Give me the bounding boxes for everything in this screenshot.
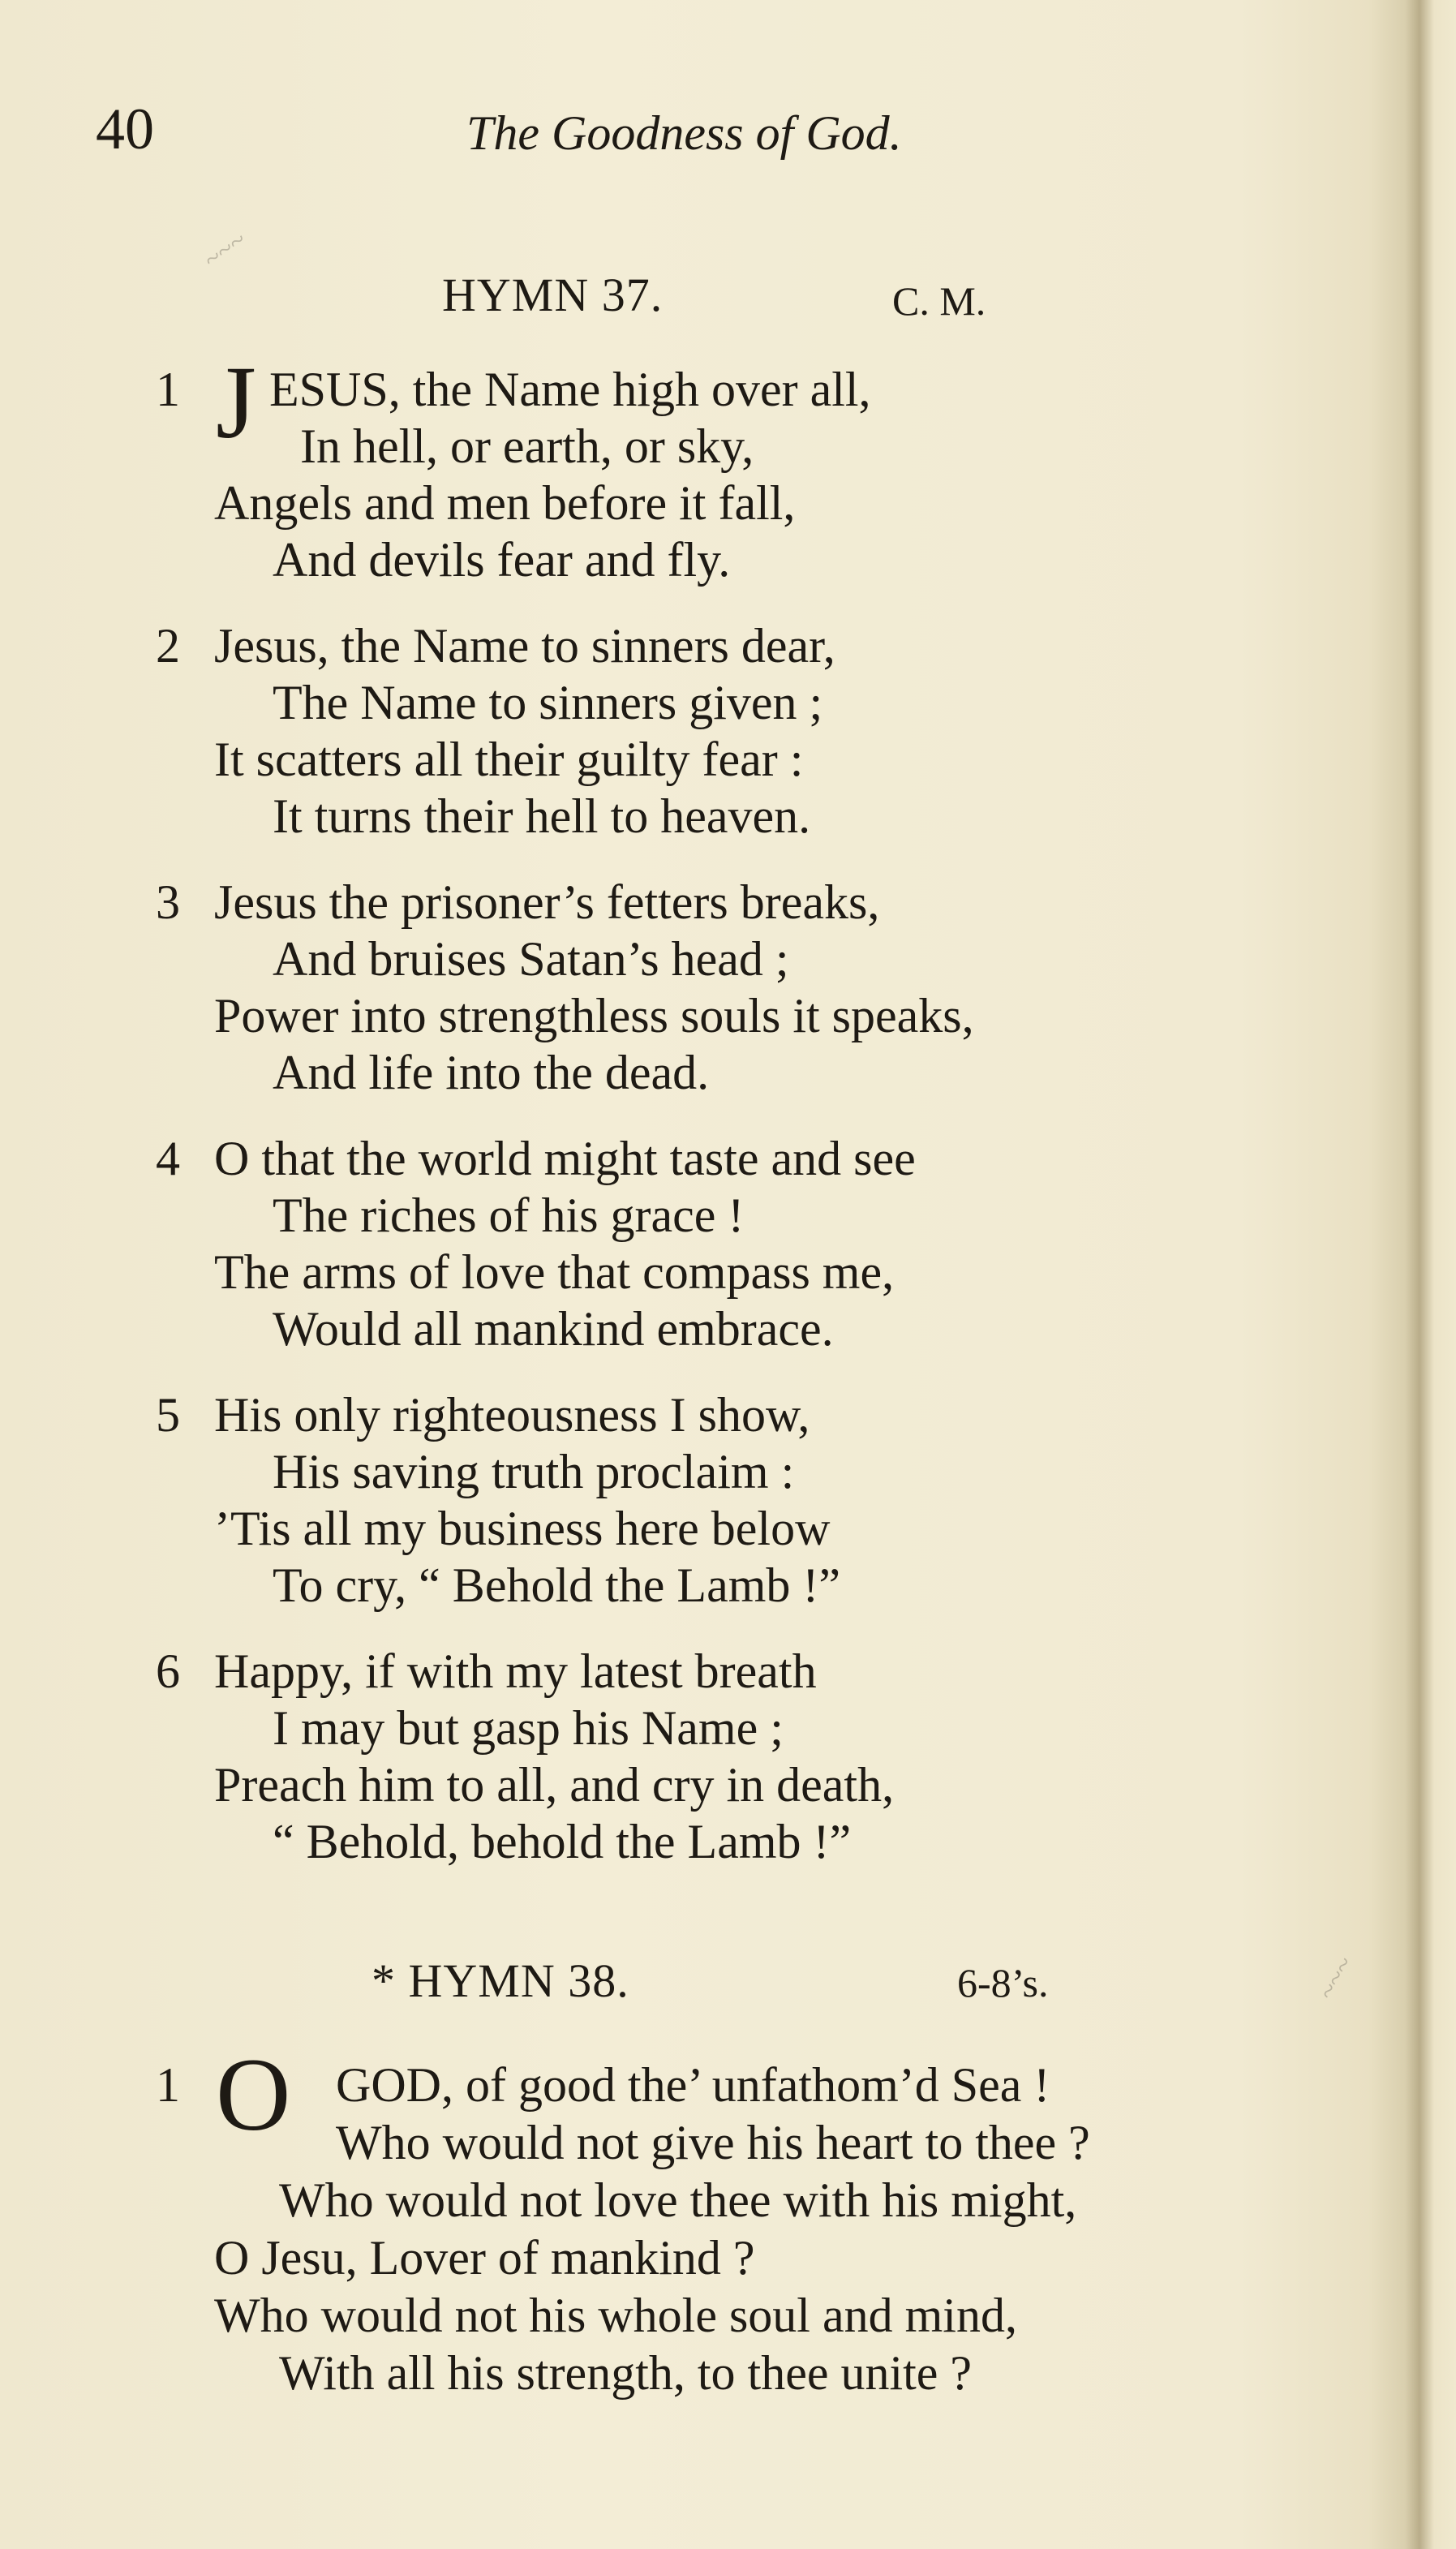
stanza-number: 4 xyxy=(156,1132,180,1185)
verse-line: Power into strengthless souls it speaks, xyxy=(214,989,974,1042)
verse-line: I may but gasp his Name ; xyxy=(273,1701,784,1755)
verse-line: In hell, or earth, or sky, xyxy=(300,419,754,473)
verse-line: With all his strength, to thee unite ? xyxy=(279,2346,973,2400)
verse-line: Would all mankind embrace. xyxy=(273,1302,834,1356)
verse-line: It turns their hell to heaven. xyxy=(273,789,811,843)
verse-line: And devils fear and fly. xyxy=(273,533,731,587)
verse-line: The Name to sinners given ; xyxy=(273,676,823,729)
drop-cap: O xyxy=(216,2037,291,2152)
verse-line: GOD, of good the’ unfathom’d Sea ! xyxy=(336,2058,1050,2112)
hymn-header: HYMN 37. xyxy=(442,269,664,321)
verse-line: Angels and men before it fall, xyxy=(214,476,796,530)
verse-line: Preach him to all, and cry in death, xyxy=(214,1758,895,1812)
verse-line: ESUS, the Name high over all, xyxy=(269,363,871,416)
hymn-meter: C. M. xyxy=(892,278,986,324)
verse-line: O that the world might taste and see xyxy=(214,1132,916,1185)
verse-line: His only righteousness I show, xyxy=(214,1388,810,1442)
verse-line: Jesus, the Name to sinners dear, xyxy=(214,619,835,673)
pencil-annotation: ~~~ xyxy=(198,225,252,276)
stanza-number: 2 xyxy=(156,619,180,673)
verse-line: The arms of love that compass me, xyxy=(214,1245,895,1299)
stanza-number: 6 xyxy=(156,1644,180,1698)
pencil-annotation: ~~~ xyxy=(1312,1951,1360,2005)
hymn-header: * HYMN 38. xyxy=(372,1954,629,2007)
verse-line: And life into the dead. xyxy=(273,1046,710,1099)
stanza-number: 3 xyxy=(156,875,180,929)
verse-line: O Jesu, Lover of mankind ? xyxy=(214,2231,755,2285)
verse-line: Jesus the prisoner’s fetters breaks, xyxy=(214,875,880,929)
verse-line: ’Tis all my business here below xyxy=(214,1502,831,1555)
verse-line: It scatters all their guilty fear : xyxy=(214,733,804,786)
stanza-number: 1 xyxy=(156,363,180,416)
verse-line: The riches of his grace ! xyxy=(273,1189,745,1242)
stanza-number: 5 xyxy=(156,1388,180,1442)
verse-line: Who would not give his heart to thee ? xyxy=(336,2116,1090,2169)
running-head: The Goodness of God. xyxy=(466,106,902,160)
page-number: 40 xyxy=(96,97,154,161)
verse-line: “ Behold, behold the Lamb !” xyxy=(273,1815,852,1868)
hymn-meter: 6-8’s. xyxy=(957,1960,1049,2005)
stanza-number: 1 xyxy=(156,2058,180,2112)
drop-cap: J xyxy=(216,345,256,460)
verse-line: Who would not love thee with his might, xyxy=(279,2173,1077,2227)
verse-line: To cry, “ Behold the Lamb !” xyxy=(273,1558,840,1612)
verse-line: And bruises Satan’s head ; xyxy=(273,932,789,986)
verse-line: Who would not his whole soul and mind, xyxy=(214,2289,1017,2342)
verse-line: His saving truth proclaim : xyxy=(273,1445,795,1498)
verse-line: Happy, if with my latest breath xyxy=(214,1644,817,1698)
